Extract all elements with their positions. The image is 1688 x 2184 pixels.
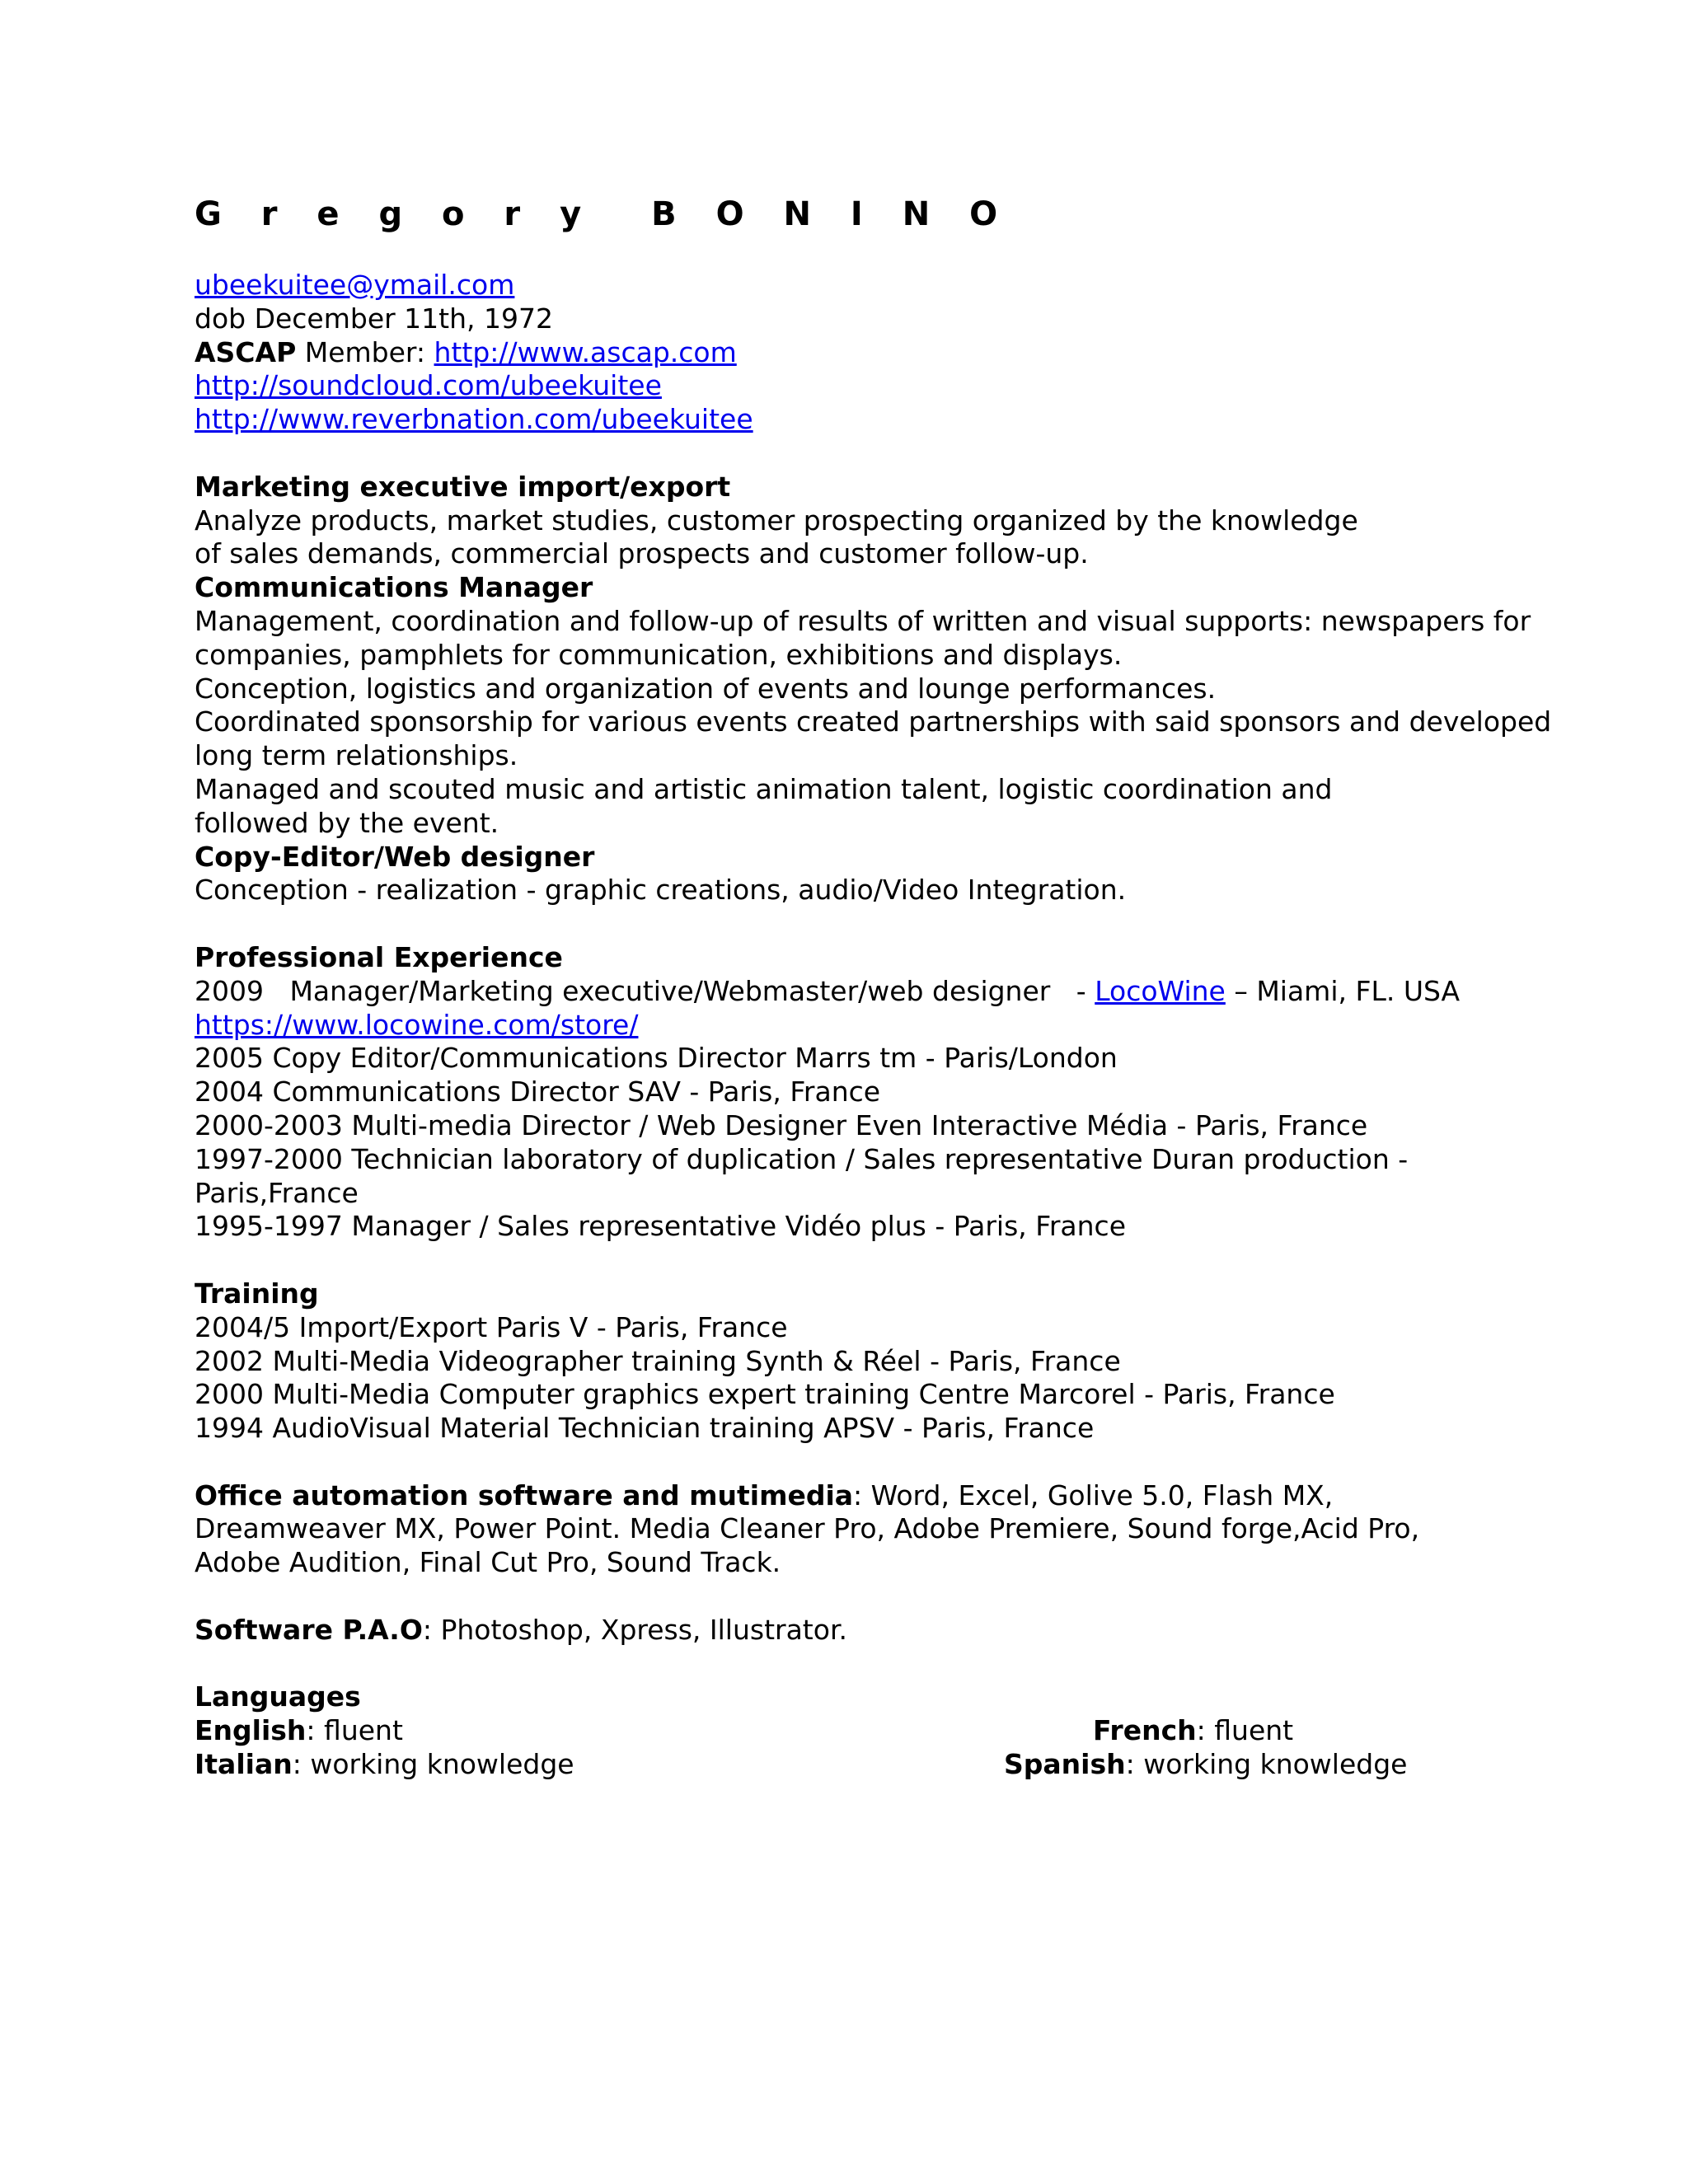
soundcloud-link[interactable]: http://soundcloud.com/ubeekuitee	[195, 369, 662, 402]
office-software-value: : Word, Excel, Golive 5.0, Flash MX,	[853, 1479, 1334, 1511]
comms-line: Managed and scouted music and artistic animation talent, logistic coordination and	[195, 772, 1333, 805]
date-of-birth: dob December 11th, 1972	[195, 302, 553, 335]
locowine-store-link[interactable]: https://www.locowine.com/store/	[195, 1008, 639, 1041]
training-item: 2000 Multi-Media Computer graphics expert training Centre Marcorel - Paris, France	[195, 1378, 1335, 1411]
french-value: : fluent	[1196, 1714, 1294, 1747]
comms-line: followed by the event.	[195, 806, 499, 839]
copy-editor-line: Conception - realization - graphic creations, audio/Video Integration.	[195, 874, 1127, 907]
last-name: B O N I N O	[651, 195, 1012, 233]
training-title: Training	[195, 1277, 319, 1310]
member-label: Member:	[296, 335, 434, 368]
experience-prefix: 2009 Manager/Marketing executive/Webmaster/web designer -	[195, 974, 1095, 1007]
language-english	[195, 1714, 403, 1748]
candidate-name	[195, 190, 1011, 239]
experience-item: 1997-2000 Technician laboratory of duplication / Sales representative Duran production -	[195, 1142, 1409, 1175]
pao-software-label: Software P.A.O	[195, 1613, 423, 1646]
marketing-line: of sales demands, commercial prospects and customer follow-up.	[195, 537, 1089, 570]
comms-line: long term relationships.	[195, 739, 518, 772]
languages-title: Languages	[195, 1680, 361, 1713]
experience-suffix: – Miami, FL. USA	[1225, 974, 1461, 1007]
copy-editor-title: Copy-Editor/Web designer	[195, 840, 595, 873]
resume-body	[195, 269, 1552, 1782]
marketing-title: Marketing executive import/export	[195, 470, 731, 503]
office-software-label: Office automation software and mutimedia	[195, 1479, 854, 1511]
experience-item-2009	[195, 975, 1546, 1009]
training-item: 2002 Multi-Media Videographer training Synth & Réel - Paris, France	[195, 1344, 1121, 1377]
training-item: 2004/5 Import/Export Paris V - Paris, France	[195, 1310, 788, 1343]
language-italian	[195, 1748, 574, 1782]
office-software-line: Dreamweaver MX, Power Point. Media Cleaner Pro, Adobe Premiere, Sound forge,Acid Pro,	[195, 1512, 1420, 1545]
italian-label: Italian	[195, 1748, 293, 1781]
english-value: : fluent	[306, 1714, 403, 1747]
locowine-link[interactable]: LocoWine	[1095, 974, 1226, 1007]
english-label: English	[195, 1714, 307, 1747]
languages-row	[195, 1748, 1546, 1782]
language-french	[1093, 1714, 1293, 1748]
office-software-line	[195, 1479, 1546, 1513]
spanish-value: : working knowledge	[1125, 1748, 1408, 1781]
email-link[interactable]: ubeekuitee@ymail.com	[195, 269, 515, 301]
french-label: French	[1093, 1714, 1197, 1747]
comms-title: Communications Manager	[195, 571, 593, 604]
comms-line: Conception, logistics and organization of events and lounge performances.	[195, 672, 1217, 705]
italian-value: : working knowledge	[292, 1748, 574, 1781]
language-spanish	[1004, 1748, 1407, 1782]
comms-line: Management, coordination and follow-up of results of written and visual supports: newspapers for	[195, 604, 1531, 637]
experience-item: 2004 Communications Director SAV - Paris, France	[195, 1076, 881, 1108]
marketing-line: Analyze products, market studies, customer prospecting organized by the knowledge	[195, 504, 1358, 537]
office-software-line: Adobe Audition, Final Cut Pro, Sound Track.	[195, 1546, 781, 1579]
ascap-label: ASCAP	[195, 335, 297, 368]
first-name: G r e g o r y	[195, 195, 596, 233]
experience-item: 2005 Copy Editor/Communications Director Marrs tm - Paris/London	[195, 1042, 1118, 1075]
experience-item: 1995-1997 Manager / Sales representative Vidéo plus - Paris, France	[195, 1210, 1127, 1243]
languages-row	[195, 1714, 1546, 1748]
comms-line: Coordinated sponsorship for various events created partnerships with said sponsors and developed	[195, 705, 1552, 738]
reverbnation-link[interactable]: http://www.reverbnation.com/ubeekuitee	[195, 403, 753, 436]
ascap-link[interactable]: http://www.ascap.com	[434, 335, 737, 368]
ascap-line	[195, 336, 1546, 370]
spanish-label: Spanish	[1004, 1748, 1126, 1781]
experience-item: 2000-2003 Multi-media Director / Web Designer Even Interactive Média - Paris, France	[195, 1108, 1368, 1141]
pao-software-line	[195, 1614, 1546, 1647]
training-item: 1994 AudioVisual Material Technician training APSV - Paris, France	[195, 1412, 1095, 1445]
experience-item: Paris,France	[195, 1176, 359, 1209]
pao-software-value: : Photoshop, Xpress, Illustrator.	[422, 1613, 847, 1646]
comms-line: companies, pamphlets for communication, exhibitions and displays.	[195, 638, 1123, 671]
experience-title: Professional Experience	[195, 940, 563, 973]
